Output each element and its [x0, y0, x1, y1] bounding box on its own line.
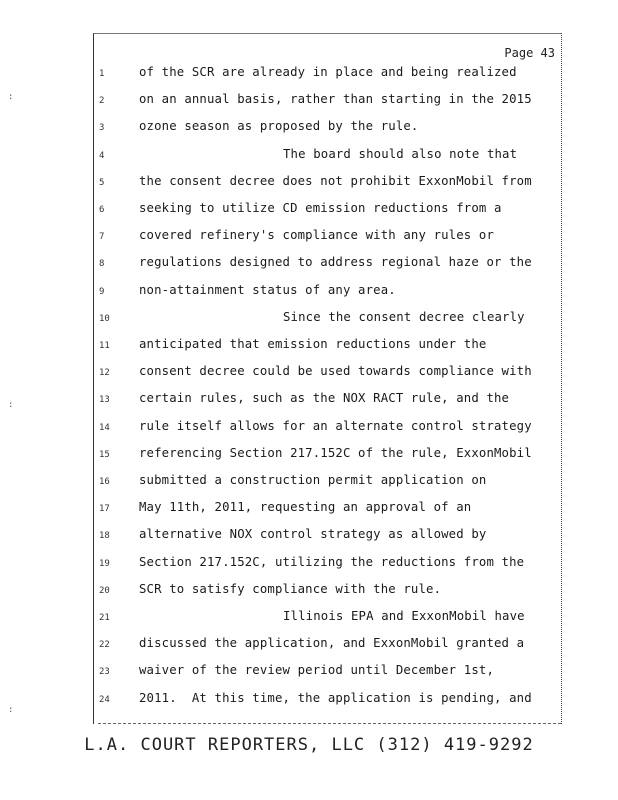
line-text: Illinois EPA and ExxonMobil have	[283, 609, 525, 623]
line-number: 22	[99, 640, 110, 651]
line-text: Section 217.152C, utilizing the reductions from the	[139, 554, 525, 569]
line-number: 7	[99, 232, 105, 243]
line-text: 2011. At this time, the application is pending, and	[139, 690, 532, 705]
transcript-line	[0, 361, 618, 388]
transcript-line	[0, 116, 618, 143]
margin-tick: :	[8, 92, 14, 102]
transcript-line	[0, 89, 618, 116]
line-text: submitted a construction permit application on	[139, 473, 487, 487]
line-number: 17	[99, 504, 110, 515]
transcript-line	[0, 606, 618, 633]
line-number: 10	[99, 313, 110, 324]
line-number: 1	[99, 69, 105, 79]
line-text: alternative NOX control strategy as allowed by	[139, 527, 487, 542]
line-number: 24	[99, 694, 110, 705]
line-number: 3	[99, 123, 105, 134]
transcript-line	[0, 62, 618, 89]
line-text: regulations designed to address regional haze or the	[139, 255, 532, 270]
line-text: certain rules, such as the NOX RACT rule, and the	[139, 391, 510, 406]
line-number: 4	[99, 150, 105, 161]
line-number: 12	[99, 368, 110, 379]
line-text: covered refinery's compliance with any rules or	[139, 228, 495, 243]
line-number: 19	[99, 558, 110, 569]
line-text: seeking to utilize CD emission reductions from a	[139, 201, 502, 215]
line-number: 18	[99, 531, 110, 542]
line-text: discussed the application, and ExxonMobil granted a	[139, 636, 525, 651]
line-number: 20	[99, 585, 110, 596]
line-number: 13	[99, 395, 110, 406]
transcript-line	[0, 171, 618, 198]
line-number: 16	[99, 477, 110, 487]
transcript-line	[0, 307, 618, 334]
line-text: rule itself allows for an alternate control strategy	[139, 418, 532, 433]
transcript-line	[0, 225, 618, 252]
line-number: 15	[99, 449, 110, 460]
transcript-line	[0, 252, 618, 279]
transcript-line	[0, 579, 618, 606]
margin-tick: :	[8, 705, 14, 715]
line-number: 14	[99, 422, 110, 433]
transcript-line	[0, 416, 618, 443]
line-text: of the SCR are already in place and being realized	[139, 65, 517, 79]
transcript-line	[0, 388, 618, 415]
margin-tick: :	[8, 400, 14, 410]
transcript-line	[0, 470, 618, 497]
line-number: 23	[99, 667, 110, 678]
transcript-line	[0, 688, 618, 715]
transcript-line	[0, 633, 618, 660]
transcript-line	[0, 144, 618, 171]
line-text: May 11th, 2011, requesting an approval of an	[139, 500, 472, 515]
line-number: 8	[99, 259, 105, 270]
line-text: referencing Section 217.152C of the rule, ExxonMobil	[139, 445, 532, 460]
line-number: 11	[99, 341, 110, 351]
court-reporter-footer: L.A. COURT REPORTERS, LLC (312) 419-9292	[84, 735, 534, 755]
line-text: consent decree could be used towards compliance with	[139, 364, 532, 379]
line-number: 21	[99, 613, 110, 623]
line-text: anticipated that emission reductions under the	[139, 337, 487, 351]
page-number: Page 43	[504, 46, 555, 60]
line-text: the consent decree does not prohibit ExxonMobil from	[139, 173, 532, 188]
line-text: The board should also note that	[283, 146, 518, 161]
transcript-line	[0, 198, 618, 225]
line-text: waiver of the review period until December 1st,	[139, 663, 495, 678]
line-text: on an annual basis, rather than starting in the 2015	[139, 92, 532, 107]
line-text: Since the consent decree clearly	[283, 309, 525, 324]
transcript-line	[0, 524, 618, 551]
line-number: 5	[99, 177, 105, 188]
transcript-line	[0, 334, 618, 361]
transcript-line	[0, 497, 618, 524]
line-number: 6	[99, 205, 105, 215]
line-text: SCR to satisfy compliance with the rule.	[139, 581, 442, 596]
line-text: ozone season as proposed by the rule.	[139, 119, 419, 134]
transcript-line	[0, 660, 618, 687]
line-text: non-attainment status of any area.	[139, 282, 396, 297]
transcript-line	[0, 280, 618, 307]
line-number: 9	[99, 286, 105, 297]
transcript-line	[0, 552, 618, 579]
transcript-line	[0, 443, 618, 470]
line-number: 2	[99, 96, 105, 107]
